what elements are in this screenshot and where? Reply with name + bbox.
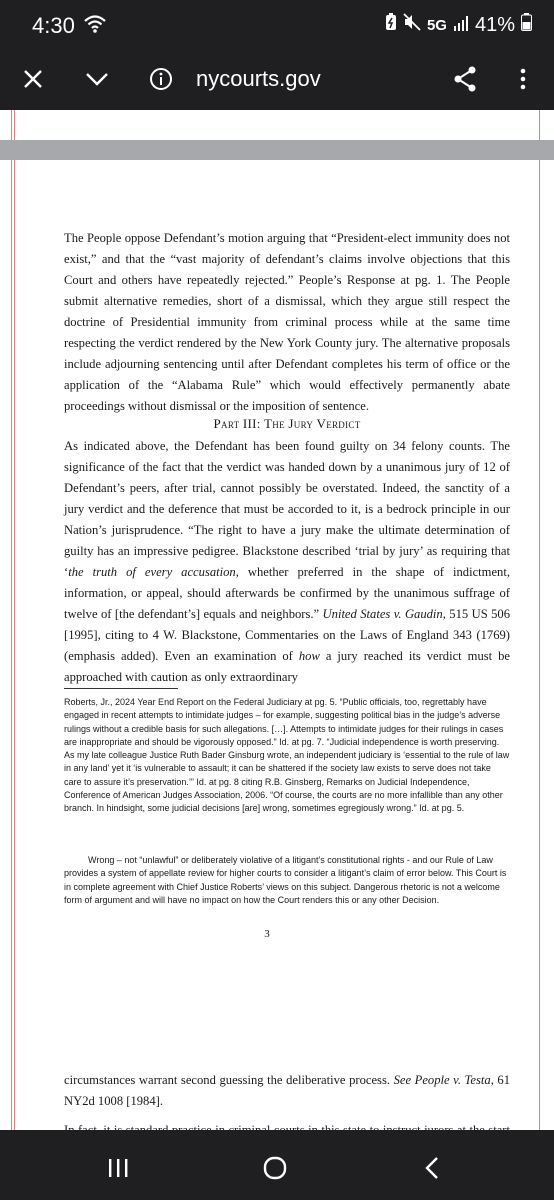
status-indicators [385,13,532,37]
footnote-text: Roberts, Jr., 2024 Year End Report on the Federal Judiciary at pg. 5. “Public officials, too, regrettably have engaged in recent attempts to intimidate judges – for example, suggesting political bias in the judge’s adverse rulings without a credible basis for such allegations. […]. Attempts to intimidate judges for their rulings in cases are inappropriate and should be vigorously opposed.” Id. at pg. 7. “Judicial independence is worth preserving. As my late colleague Justice Ruth Bader Ginsburg wrote, an independent judiciary is ‘essential to the rule of law in any land’ yet it ‘is vulnerable to assault; it can be shattered if the society law exists to serve does not take care to assure it’s preservation.’” Id. at pg. 8 citing R.B. Ginsberg, Remarks on Judicial Independence, Conference of American Judges Association, 2006. “Of course, the courts are no more infallible than any other branch. In hindsight, some judicial decisions [are] wrong, sometimes egregiously wrong.” Id. at pg. 5. [64,697,510,814]
paragraph-text: circumstances warrant second guessing the deliberative process. [64,1073,394,1087]
margin-rule [11,160,12,982]
footnote-rule [64,688,178,689]
close-icon[interactable] [16,62,50,96]
paragraph-text: a jury reached its verdict must be approached with caution as only extraordinary [64,649,511,684]
url-display[interactable]: nycourts.gov [196,66,321,91]
paragraph-text: , 515 US 506 [1995], citing to 4 W. Blackstone, Commentaries on the Laws of England 343 (1769) (emphasis added). Even an examination of [64,607,511,663]
signal-icon [453,14,469,37]
pdf-viewer[interactable] [0,110,554,1150]
pdf-page-3 [0,160,554,1045]
mute-icon [403,13,421,37]
paragraph-jury-verdict [64,436,510,688]
home-icon[interactable] [253,1150,297,1186]
network-label: 5G [426,16,447,34]
battery-saver-icon [385,13,397,37]
margin-rule [14,160,15,982]
recent-apps-icon[interactable] [96,1150,140,1186]
margin-rule [539,110,540,140]
share-icon[interactable] [448,62,482,96]
page-number: 3 [264,928,270,940]
paragraph-text: As indicated above, the Defendant has been found guilty on 34 felony counts. The significance of the fact that the verdict was handed down by a unanimous jury of 12 of Defendant’s peers, after trial, cannot possibly be overstated. Indeed, the sanctity of a jury verdict and the deference that must be accorded to it, is a bedrock principle in our Nation’s jurisprudence. “The right to have a jury make the ultimate determination of guilty has an impressive pedigree. Blackstone described ‘trial by jury’ as requiring that ‘ [64,439,510,579]
margin-rule [539,160,540,982]
case-citation: United States v. Gaudin [322,607,443,621]
status-time: 4:30 [32,13,75,38]
margin-rule [14,110,15,140]
paragraph-text: , 61 NY2d 1008 [1984]. [64,1073,511,1108]
footnote-text: Wrong – not “unlawful” or deliberately violative of a litigant’s constitutional rights - and our Rule of Law provides a system of appellate review for higher courts to consider a litigant’s claim of error below. This Court is in complete agreement with Chief Justice Roberts’ views on this subject. Dangerous rhetoric is not a welcome form of argument and will have no impact on how the Court renders this or any other Decision. [64,855,507,905]
back-icon[interactable] [410,1150,454,1186]
info-icon[interactable] [144,62,178,96]
italic-word: how [298,649,320,663]
wifi-icon [84,14,106,39]
battery-icon [521,13,532,37]
chevron-down-icon[interactable] [80,62,114,96]
pdf-page-previous [0,110,554,140]
paragraph-text: , whether preferred in the shape of indictment, information, or appeal, should afterwards be confirmed by the unanimous suffrage of twelve of [the defendant’s] equals and neighbors.” [64,565,510,621]
italic-quote: the truth of every accusation [68,565,236,579]
margin-rule [11,110,12,140]
paragraph-text: The People oppose Defendant’s motion arguing that “President-elect immunity does not exist,” and that the “vast majority of defendant’s claims involve objections that this Court and others have repeatedly rejected.” People’s Response at pg. 1. The People submit alternative remedies, short of a dismissal, which they argue still respect the doctrine of Presidential immunity from criminal process while at the same time respecting the verdict rendered by the New York County jury. The alternative proposals include adjourning sentencing until after Defendant completes his term of office or the application of the “Alabama Rule” which would effectively permanently abate proceedings without dismissal or the imposition of sentence. [64,231,510,413]
more-vert-icon[interactable] [506,62,540,96]
case-citation: See People v. Testa [393,1073,491,1087]
footnote-1 [64,696,510,816]
paragraph-people-oppose [64,228,510,417]
browser-toolbar [0,48,554,110]
system-nav-bar [0,1130,554,1200]
battery-percent: 41% [474,13,515,36]
footnote-2 [64,854,510,907]
status-bar [0,0,554,48]
section-heading: Part III: The Jury Verdict [213,416,361,431]
